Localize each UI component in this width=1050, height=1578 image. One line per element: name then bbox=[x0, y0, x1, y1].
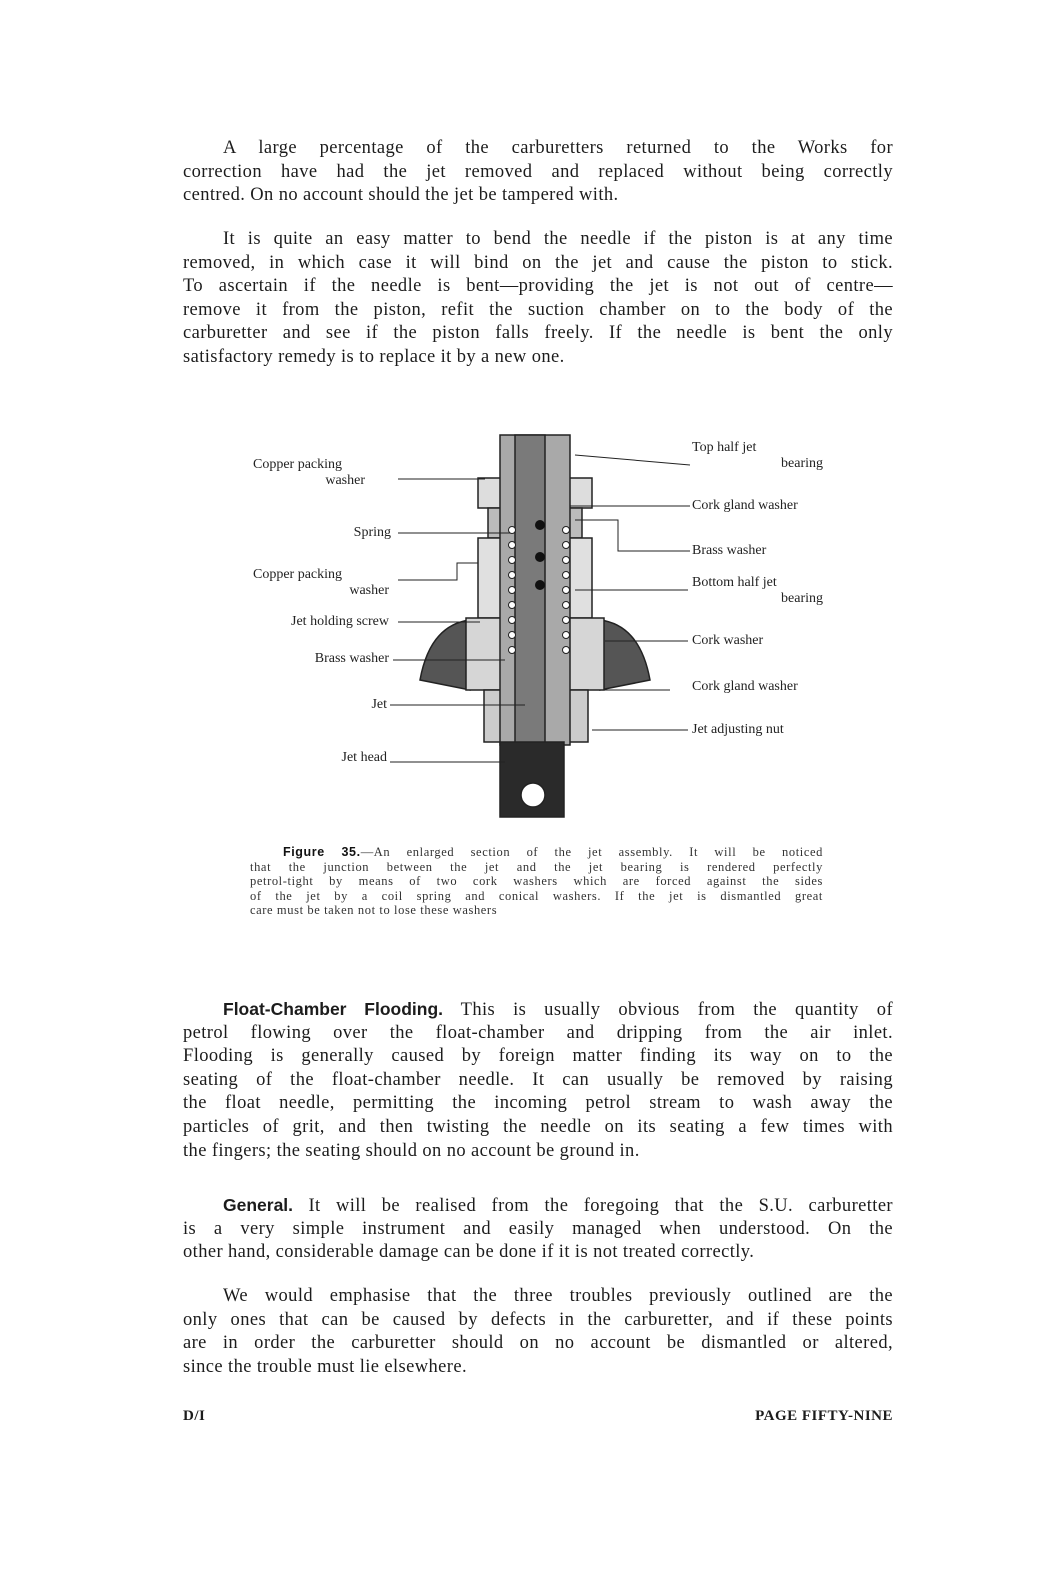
label-line: bearing bbox=[781, 591, 823, 606]
text-line: the fingers; the seating should on no account be ground in. bbox=[183, 1140, 640, 1161]
text-line: removed, in which case it will bind on the jet and cause the piston to stick. bbox=[183, 252, 893, 273]
text-line: is a very simple instrument and easily managed when understood. On the bbox=[183, 1218, 893, 1239]
caption-line: that the junction between the jet and the jet bearing is rendered perfectly bbox=[250, 859, 823, 874]
paragraph-float-chamber-flooding bbox=[183, 998, 893, 1163]
text-line bbox=[183, 998, 893, 1022]
figure-caption bbox=[250, 845, 823, 918]
text: This is usually obvious from the quantity of bbox=[443, 1000, 894, 1020]
label-line: washer bbox=[325, 473, 365, 488]
caption-line: petrol-tight by means of two cork washers which are forced against the sides bbox=[250, 874, 823, 889]
label-cork-gland-washer-top: Cork gland washer bbox=[692, 498, 798, 513]
label-cork-washer: Cork washer bbox=[692, 633, 764, 648]
cork-flange-left bbox=[420, 620, 470, 690]
text-line: A large percentage of the carburetters returned to the Works for bbox=[223, 138, 893, 158]
footer-section-code: D/I bbox=[183, 1408, 206, 1424]
label-bottom-half-jet-bearing bbox=[692, 575, 823, 607]
label-line: Copper packing bbox=[253, 567, 343, 582]
text-line: Flooding is generally caused by foreign matter finding its way on to the bbox=[183, 1046, 893, 1067]
caption-line: of the jet by a coil spring and conical washers. If the jet is dismantled great bbox=[250, 888, 823, 903]
label-jet-head: Jet head bbox=[341, 750, 387, 765]
label-jet-holding-screw: Jet holding screw bbox=[291, 614, 389, 629]
label-brass-washer-right: Brass washer bbox=[692, 543, 767, 558]
label-spring: Spring bbox=[353, 525, 391, 540]
text-line: particles of grit, and then twisting the needle on its seating a few times with bbox=[183, 1116, 893, 1137]
paragraph-emphasis bbox=[183, 1285, 893, 1379]
text-line: petrol flowing over the float-chamber and dripping from the air inlet. bbox=[183, 1022, 893, 1043]
label-cork-gland-washer-bottom: Cork gland washer bbox=[692, 679, 798, 694]
text-line bbox=[183, 1194, 893, 1218]
text-line: remove it from the piston, refit the suction chamber on to the body of the bbox=[183, 299, 893, 320]
label-brass-washer-left: Brass washer bbox=[314, 651, 389, 666]
text-line: We would emphasise that the three troubles previously outlined are the bbox=[223, 1286, 893, 1306]
section-heading: Float-Chamber Flooding. bbox=[223, 999, 444, 1019]
jet-head-hole bbox=[521, 783, 545, 807]
text-line: other hand, considerable damage can be done if it is not treated correctly. bbox=[183, 1242, 755, 1263]
label-jet: Jet bbox=[371, 697, 387, 712]
caption-line bbox=[250, 845, 823, 860]
text: It will be realised from the foregoing that the S.U. carburetter bbox=[293, 1196, 893, 1216]
caption-text: —An enlarged section of the jet assembly. It will be noticed bbox=[360, 845, 823, 859]
footer-page-number: PAGE FIFTY-NINE bbox=[755, 1408, 893, 1424]
text-line: centred. On no account should the jet be tampered with. bbox=[183, 185, 619, 206]
paragraph-general bbox=[183, 1194, 893, 1265]
label-top-half-jet-bearing bbox=[692, 440, 823, 472]
text-line: seating of the float-chamber needle. It can usually be removed by raising bbox=[183, 1069, 893, 1090]
text-line: It is quite an easy matter to bend the needle if the piston is at any time bbox=[223, 229, 893, 249]
caption-line: care must be taken not to lose these washers bbox=[250, 903, 498, 918]
cork-flange-right bbox=[600, 620, 650, 690]
text-line: correction have had the jet removed and replaced without being correctly bbox=[183, 161, 893, 182]
label-line: washer bbox=[349, 583, 389, 598]
label-line: Copper packing bbox=[253, 457, 343, 472]
text-line: since the trouble must lie elsewhere. bbox=[183, 1356, 467, 1377]
label-line: Bottom half jet bbox=[692, 575, 777, 590]
label-copper-packing-washer-bottom bbox=[253, 567, 389, 599]
label-line: bearing bbox=[781, 456, 823, 471]
section-heading: General. bbox=[223, 1195, 294, 1215]
text-line: carburetter and see if the piston falls freely. If the needle is bent the only bbox=[183, 323, 893, 344]
text-line: only ones that can be caused by defects in the carburetter, and if these points bbox=[183, 1309, 893, 1330]
text-line: satisfactory remedy is to replace it by a new one. bbox=[183, 346, 565, 367]
label-jet-adjusting-nut: Jet adjusting nut bbox=[692, 722, 784, 737]
jet-bore bbox=[515, 435, 545, 745]
figure-number: Figure 35. bbox=[283, 845, 361, 859]
label-line: Top half jet bbox=[692, 440, 757, 455]
text-line: To ascertain if the needle is bent—providing the jet is not out of centre— bbox=[183, 276, 893, 297]
text-line: the float needle, permitting the incoming petrol stream to wash away the bbox=[183, 1093, 893, 1114]
label-copper-packing-washer-top bbox=[253, 457, 365, 489]
text-line: are in order the carburetter should on no account be dismantled or altered, bbox=[183, 1333, 893, 1354]
